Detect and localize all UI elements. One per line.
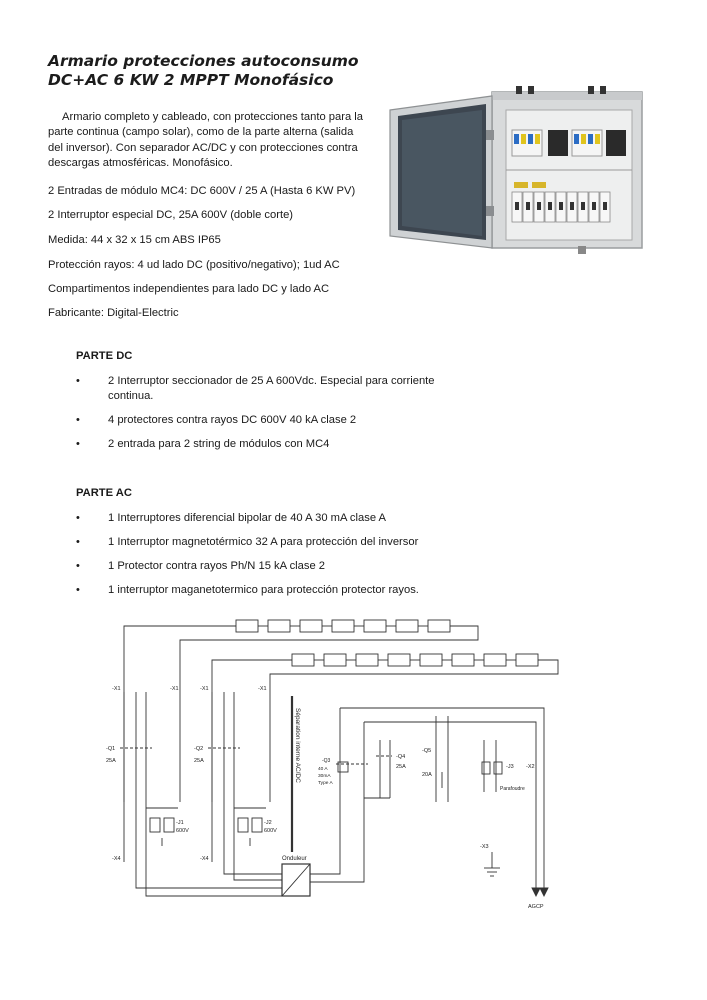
- label-x4b: -X4: [200, 856, 209, 862]
- label-q1: -Q1: [106, 746, 116, 752]
- spec-inputs: 2 Entradas de módulo MC4: DC 600V / 25 A (Hasta 6 KW PV): [48, 185, 356, 197]
- bullet-dot: •: [76, 536, 80, 548]
- label-x1b: -X1: [170, 686, 179, 692]
- label-parafoudre: Parafoudre: [500, 786, 525, 792]
- label-x1d: -X1: [258, 686, 267, 692]
- spec-dc-switch: 2 Interruptor especial DC, 25A 600V (doble corte): [48, 209, 294, 221]
- label-q5: -Q5: [422, 748, 432, 754]
- label-onduleur: Onduleur: [282, 856, 307, 862]
- spec-dimensions: Medida: 44 x 32 x 15 cm ABS IP65: [48, 234, 221, 246]
- label-j1-rating: 600V: [176, 828, 189, 834]
- pv-string-2: [212, 654, 558, 802]
- label-j3: -J3: [506, 764, 514, 770]
- bullet-dot: •: [76, 438, 80, 450]
- list-item: • 1 Protector contra rayos Ph/N 15 kA clase 2: [76, 560, 326, 572]
- title-line-2: DC+AC 6 KW 2 MPPT Monofásico: [48, 71, 334, 89]
- title-line-1: Armario protecciones autoconsumo: [48, 52, 359, 70]
- label-j1: -J1: [176, 820, 184, 826]
- bullet-dot: •: [76, 414, 80, 426]
- label-separation: Séparation interne AC/DC: [294, 708, 301, 783]
- list-item: • 1 interruptor maganetotermico para protección protector rayos.: [76, 584, 419, 596]
- label-q3-rating-2: 30mA: [318, 774, 331, 779]
- intro-paragraph: Armario completo y cableado, con protecciones tanto para la parte continua (campo solar), como de la parte alterna (salida del inversor). Con separador AC/DC y con protecciones contra descargas atmosféricas. Monofásico.: [48, 111, 363, 170]
- bullet-dot: •: [76, 512, 80, 524]
- bullet-dot: •: [76, 584, 80, 596]
- label-x4a: -X4: [112, 856, 121, 862]
- wiring-schematic: [96, 612, 576, 912]
- label-x3: -X3: [480, 844, 489, 850]
- label-x1a: -X1: [112, 686, 121, 692]
- label-q2-rating: 25A: [194, 758, 204, 764]
- parte-dc-list: [76, 374, 436, 452]
- list-item: • 2 Interruptor seccionador de 25 A 600Vdc. Especial para corriente continua.: [76, 375, 435, 402]
- list-item: • 1 Interruptores diferencial bipolar de 40 A 30 mA clase A: [76, 512, 386, 524]
- list-item: • 2 entrada para 2 string de módulos con MC4: [76, 438, 330, 450]
- parte-ac-list: [76, 511, 496, 598]
- label-q3-rating-1: 40 A: [318, 767, 328, 772]
- label-j2: -J2: [264, 820, 272, 826]
- label-j2-rating: 600V: [264, 828, 277, 834]
- label-x2: -X2: [526, 764, 535, 770]
- spec-lightning: Protección rayos: 4 ud lado DC (positivo/negativo); 1ud AC: [48, 259, 340, 271]
- label-q1-rating: 25A: [106, 758, 116, 764]
- label-q5-rating: 20A: [422, 772, 432, 778]
- label-x1c: -X1: [200, 686, 209, 692]
- label-q3: -Q3: [322, 758, 331, 764]
- bullet-dot: •: [76, 375, 80, 387]
- list-item: • 4 protectores contra rayos DC 600V 40 kA clase 2: [76, 414, 357, 426]
- document-title: [48, 52, 359, 90]
- spec-manufacturer: Fabricante: Digital-Electric: [48, 307, 179, 319]
- cabinet-photo: [388, 86, 650, 261]
- label-q4: -Q4: [396, 754, 406, 760]
- parte-dc-heading: PARTE DC: [76, 350, 133, 362]
- spec-compartments: Compartimentos independientes para lado DC y lado AC: [48, 283, 330, 295]
- label-q3-rating-3: Type A: [318, 781, 333, 786]
- list-item: • 1 Interruptor magnetotérmico 32 A para protección del inversor: [76, 536, 419, 548]
- parte-ac-heading: PARTE AC: [76, 487, 132, 499]
- label-q2: -Q2: [194, 746, 204, 752]
- bullet-dot: •: [76, 560, 80, 572]
- label-q4-rating: 25A: [396, 764, 406, 770]
- label-agcp: AGCP: [528, 904, 544, 910]
